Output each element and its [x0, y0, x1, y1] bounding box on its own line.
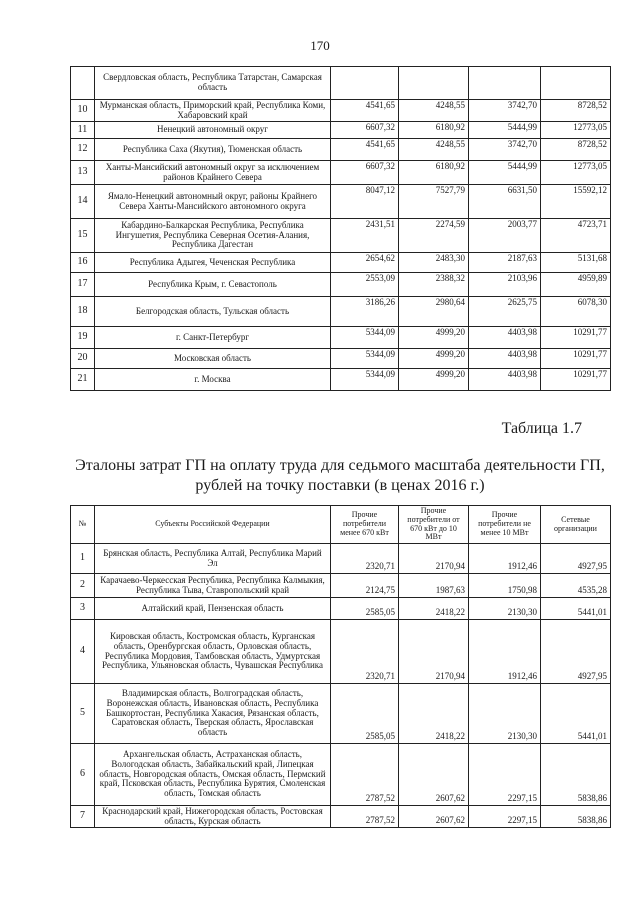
header-670kw-10mw: Прочие потребители от 670 кВт до 10 МВт [399, 506, 469, 544]
table-row [71, 349, 611, 369]
value-cell: 2625,75 [469, 297, 541, 327]
value-cell: 2170,94 [399, 620, 469, 684]
value-cell: 4927,95 [541, 620, 611, 684]
value-cell [469, 67, 541, 100]
value-cell: 2187,63 [469, 253, 541, 273]
table-row [71, 185, 611, 219]
value-cell: 8728,52 [541, 100, 611, 122]
value-cell: 6631,50 [469, 185, 541, 219]
subject-cell: г. Санкт-Петербург [95, 327, 331, 349]
row-number: 12 [71, 139, 95, 161]
header-subject: Субъекты Российской Федерации [95, 506, 331, 544]
subject-cell: Республика Крым, г. Севастополь [95, 273, 331, 297]
table-row [71, 219, 611, 253]
subject-cell: Алтайский край, Пензенская область [95, 598, 331, 620]
value-cell: 6078,30 [541, 297, 611, 327]
row-number: 4 [71, 620, 95, 684]
value-cell: 5444,99 [469, 122, 541, 139]
table-row [71, 100, 611, 122]
value-cell: 2553,09 [331, 273, 399, 297]
table-row [71, 544, 611, 574]
value-cell: 5838,86 [541, 806, 611, 828]
subject-cell: Краснодарский край, Нижегородская область, Ростовская область, Курская область [95, 806, 331, 828]
row-number: 15 [71, 219, 95, 253]
value-cell: 2130,30 [469, 598, 541, 620]
value-cell: 4999,20 [399, 369, 469, 391]
value-cell: 12773,05 [541, 161, 611, 185]
value-cell: 4403,98 [469, 327, 541, 349]
value-cell: 5441,01 [541, 598, 611, 620]
value-cell: 3186,26 [331, 297, 399, 327]
value-cell: 2003,77 [469, 219, 541, 253]
row-number: 18 [71, 297, 95, 327]
row-number: 6 [71, 744, 95, 806]
value-cell: 2418,22 [399, 598, 469, 620]
value-cell: 2787,52 [331, 806, 399, 828]
subject-cell: Ненецкий автономный округ [95, 122, 331, 139]
value-cell: 4248,55 [399, 139, 469, 161]
value-cell: 1750,98 [469, 574, 541, 598]
row-number: 2 [71, 574, 95, 598]
value-cell: 2320,71 [331, 544, 399, 574]
header-grid-organizations: Сетевые организации [541, 506, 611, 544]
row-number: 19 [71, 327, 95, 349]
table-row [71, 67, 611, 100]
value-cell: 2320,71 [331, 620, 399, 684]
subject-cell: Брянская область, Республика Алтай, Республика Марий Эл [95, 544, 331, 574]
value-cell: 3742,70 [469, 139, 541, 161]
table-row [71, 744, 611, 806]
value-cell: 2607,62 [399, 744, 469, 806]
row-number: 21 [71, 369, 95, 391]
value-cell: 6607,32 [331, 161, 399, 185]
value-cell: 2654,62 [331, 253, 399, 273]
value-cell: 2130,30 [469, 684, 541, 744]
subject-cell: Ханты-Мансийский автономный округ за исключением районов Крайнего Севера [95, 161, 331, 185]
subject-cell: Мурманская область, Приморский край, Республика Коми, Хабаровский край [95, 100, 331, 122]
value-cell: 6180,92 [399, 122, 469, 139]
value-cell: 15592,12 [541, 185, 611, 219]
value-cell: 2297,15 [469, 744, 541, 806]
table-row [71, 369, 611, 391]
header-num: № [71, 506, 95, 544]
value-cell: 2607,62 [399, 806, 469, 828]
table-header-row [71, 506, 611, 544]
row-number: 10 [71, 100, 95, 122]
row-number: 20 [71, 349, 95, 369]
subject-cell: Карачаево-Черкесская Республика, Республика Калмыкия, Республика Тыва, Ставропольский край [95, 574, 331, 598]
value-cell: 5441,01 [541, 684, 611, 744]
value-cell: 2388,32 [399, 273, 469, 297]
row-number: 3 [71, 598, 95, 620]
header-under-670kw: Прочие потребители менее 670 кВт [331, 506, 399, 544]
value-cell: 4999,20 [399, 349, 469, 369]
table-row [71, 122, 611, 139]
subject-cell: Кировская область, Костромская область, Курганская область, Оренбургская область, Орловская область, Республика Мордовия, Тамбовская область, Удмуртская Республика, Ульяновская область, Чувашская Республика [95, 620, 331, 684]
row-number: 16 [71, 253, 95, 273]
value-cell: 6180,92 [399, 161, 469, 185]
row-number: 7 [71, 806, 95, 828]
table-row [71, 598, 611, 620]
value-cell: 3742,70 [469, 100, 541, 122]
value-cell: 2980,64 [399, 297, 469, 327]
value-cell: 7527,79 [399, 185, 469, 219]
subject-cell: Московская область [95, 349, 331, 369]
value-cell [399, 67, 469, 100]
value-cell: 10291,77 [541, 369, 611, 391]
value-cell: 5838,86 [541, 744, 611, 806]
row-number: 14 [71, 185, 95, 219]
value-cell: 12773,05 [541, 122, 611, 139]
value-cell: 2585,05 [331, 684, 399, 744]
value-cell: 1912,46 [469, 544, 541, 574]
subject-cell: Ямало-Ненецкий автономный округ, районы Крайнего Севера Ханты-Мансийского автономного округа [95, 185, 331, 219]
table-row [71, 574, 611, 598]
value-cell: 4999,20 [399, 327, 469, 349]
row-number [71, 67, 95, 100]
value-cell: 2103,96 [469, 273, 541, 297]
table-caption: Таблица 1.7 [501, 420, 582, 437]
table-row [71, 806, 611, 828]
row-number: 13 [71, 161, 95, 185]
subject-cell: Республика Адыгея, Чеченская Республика [95, 253, 331, 273]
table-row [71, 161, 611, 185]
value-cell: 5444,99 [469, 161, 541, 185]
subject-cell: Кабардино-Балкарская Республика, Республика Ингушетия, Республика Северная Осетия-Алания, Республика Дагестан [95, 219, 331, 253]
row-number: 1 [71, 544, 95, 574]
table-row [71, 253, 611, 273]
row-number: 11 [71, 122, 95, 139]
subject-cell: Республика Саха (Якутия), Тюменская область [95, 139, 331, 161]
value-cell: 2418,22 [399, 684, 469, 744]
value-cell: 5344,09 [331, 369, 399, 391]
value-cell: 5344,09 [331, 327, 399, 349]
value-cell [541, 67, 611, 100]
value-cell: 6607,32 [331, 122, 399, 139]
value-cell: 5344,09 [331, 349, 399, 369]
value-cell: 4535,28 [541, 574, 611, 598]
subject-cell: Свердловская область, Республика Татарстан, Самарская область [95, 67, 331, 100]
value-cell: 1987,63 [399, 574, 469, 598]
table-row [71, 139, 611, 161]
subject-cell: г. Москва [95, 369, 331, 391]
table-row [71, 273, 611, 297]
continued-table [70, 66, 611, 391]
row-number: 5 [71, 684, 95, 744]
header-over-10mw: Прочие потребители не менее 10 МВт [469, 506, 541, 544]
subject-cell: Белгородская область, Тульская область [95, 297, 331, 327]
value-cell: 1912,46 [469, 620, 541, 684]
value-cell: 4959,89 [541, 273, 611, 297]
value-cell: 2170,94 [399, 544, 469, 574]
value-cell: 2483,30 [399, 253, 469, 273]
row-number: 17 [71, 273, 95, 297]
value-cell: 2124,75 [331, 574, 399, 598]
page-number: 170 [310, 38, 330, 53]
labor-cost-table [70, 505, 611, 828]
table-row [71, 620, 611, 684]
value-cell [331, 67, 399, 100]
subject-cell: Владимирская область, Волгоградская область, Воронежская область, Ивановская область, Республика Башкортостан, Республика Хакасия, Рязанская область, Саратовская область, Тверская область, Ярославская область [95, 684, 331, 744]
value-cell: 4403,98 [469, 369, 541, 391]
table-row [71, 327, 611, 349]
table-title: Эталоны затрат ГП на оплату труда для седьмого масштаба деятельности ГП, рублей на точку поставки (в ценах 2016 г.) [75, 457, 605, 494]
value-cell: 2297,15 [469, 806, 541, 828]
subject-cell: Архангельская область, Астраханская область, Вологодская область, Забайкальский край, Липецкая область, Новгородская область, Омская область, Пермский край, Псковская область, Республика Бурятия, Смоленская область, Томская область [95, 744, 331, 806]
value-cell: 4403,98 [469, 349, 541, 369]
value-cell: 4723,71 [541, 219, 611, 253]
value-cell: 8047,12 [331, 185, 399, 219]
value-cell: 4927,95 [541, 544, 611, 574]
value-cell: 8728,52 [541, 139, 611, 161]
value-cell: 10291,77 [541, 327, 611, 349]
value-cell: 10291,77 [541, 349, 611, 369]
value-cell: 4541,65 [331, 100, 399, 122]
value-cell: 5131,68 [541, 253, 611, 273]
table-row [71, 297, 611, 327]
value-cell: 2274,59 [399, 219, 469, 253]
value-cell: 2787,52 [331, 744, 399, 806]
value-cell: 2585,05 [331, 598, 399, 620]
value-cell: 4541,65 [331, 139, 399, 161]
table-row [71, 684, 611, 744]
value-cell: 4248,55 [399, 100, 469, 122]
value-cell: 2431,51 [331, 219, 399, 253]
